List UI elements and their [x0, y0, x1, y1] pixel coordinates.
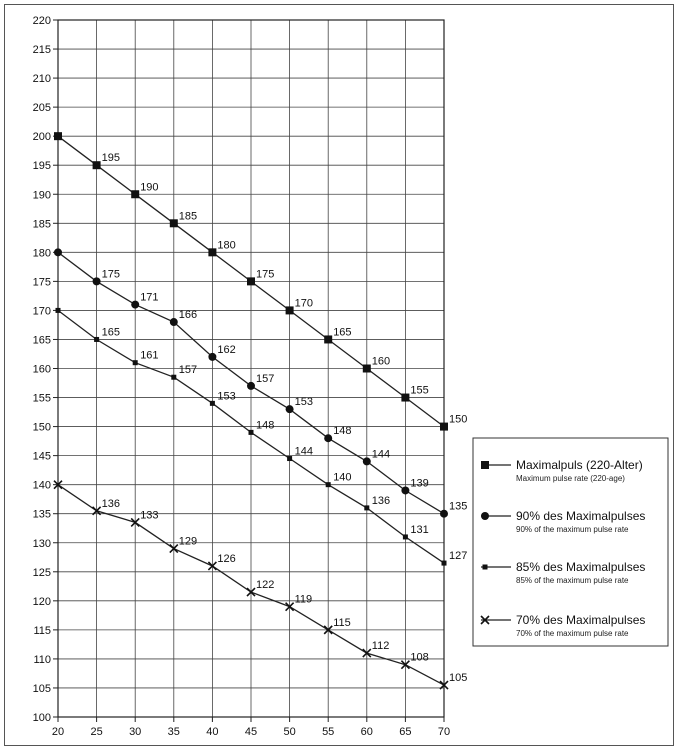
- data-label: 131: [410, 523, 429, 536]
- x-tick-label: 25: [90, 726, 103, 738]
- marker-small-square: [210, 401, 215, 406]
- data-label: 119: [294, 593, 313, 606]
- data-label: 108: [410, 651, 429, 664]
- marker-small-square: [133, 360, 138, 365]
- data-label: 144: [294, 445, 313, 458]
- data-label: 122: [256, 579, 275, 592]
- data-label: 161: [140, 349, 159, 362]
- legend-sublabel: 90% of the maximum pulse rate: [516, 525, 629, 534]
- data-label: 115: [333, 616, 351, 629]
- y-tick-label: 140: [32, 479, 51, 492]
- marker-circle: [401, 486, 409, 494]
- data-label: 135: [449, 500, 468, 513]
- data-label: 166: [178, 309, 198, 322]
- y-tick-label: 155: [32, 392, 51, 405]
- data-label: 139: [410, 477, 429, 490]
- data-label: 155: [410, 384, 429, 397]
- x-tick-label: 60: [360, 726, 373, 738]
- data-label: 165: [101, 326, 120, 339]
- y-tick-label: 150: [32, 421, 51, 434]
- y-tick-label: 190: [32, 189, 51, 202]
- y-tick-label: 200: [32, 131, 51, 144]
- marker-small-square: [249, 430, 254, 435]
- marker-small-square: [56, 308, 61, 313]
- data-label: 157: [256, 372, 275, 385]
- marker-square: [324, 335, 332, 343]
- marker-square: [93, 161, 101, 169]
- y-tick-label: 105: [32, 682, 51, 695]
- y-tick-label: 135: [32, 508, 51, 521]
- marker-square: [54, 132, 62, 140]
- x-tick-label: 70: [437, 726, 451, 738]
- data-label: 127: [449, 550, 468, 563]
- x-tick-label: 65: [399, 726, 412, 738]
- y-tick-label: 175: [32, 276, 51, 289]
- data-label: 112: [371, 640, 390, 653]
- x-tick-label: 30: [129, 726, 142, 738]
- x-tick-label: 40: [206, 726, 219, 738]
- marker-small-square: [442, 561, 447, 566]
- data-label: 157: [178, 364, 198, 377]
- y-tick-label: 110: [33, 653, 51, 666]
- data-label: 153: [294, 396, 313, 409]
- legend-sublabel: Maximum pulse rate (220-age): [516, 474, 625, 483]
- x-tick-label: 55: [322, 726, 335, 738]
- x-tick-label: 20: [51, 726, 65, 738]
- data-label: 190: [140, 181, 159, 194]
- data-label: 160: [371, 355, 391, 368]
- marker-circle: [131, 301, 139, 309]
- y-tick-label: 185: [32, 218, 51, 231]
- data-label: 180: [217, 239, 236, 252]
- marker-square: [440, 423, 448, 431]
- x-tick-label: 35: [167, 726, 180, 738]
- data-label: 144: [371, 448, 391, 461]
- data-label: 195: [101, 152, 120, 165]
- marker-circle: [54, 248, 62, 256]
- data-label: 129: [178, 535, 198, 548]
- data-label: 170: [294, 297, 313, 310]
- marker-square: [208, 248, 216, 256]
- x-tick-label: 50: [283, 726, 296, 738]
- marker-circle: [481, 512, 489, 520]
- data-label: 148: [256, 419, 275, 432]
- marker-square: [247, 277, 255, 285]
- y-tick-label: 130: [32, 537, 51, 550]
- y-tick-label: 100: [32, 712, 51, 724]
- data-label: 140: [333, 471, 352, 484]
- data-label: 165: [333, 326, 352, 339]
- chart-grid: [58, 20, 444, 717]
- y-tick-label: 215: [32, 44, 51, 57]
- legend-sublabel: 85% of the maximum pulse rate: [516, 576, 629, 585]
- marker-square: [131, 190, 139, 198]
- marker-circle: [93, 277, 101, 285]
- marker-small-square: [287, 456, 292, 461]
- legend-label: Maximalpuls (220-Alter): [516, 458, 643, 472]
- marker-small-square: [483, 565, 488, 570]
- data-label: 136: [101, 497, 120, 510]
- y-tick-label: 120: [32, 595, 51, 608]
- data-label: 175: [256, 268, 275, 281]
- legend-label: 70% des Maximalpulses: [516, 613, 646, 627]
- marker-circle: [324, 434, 332, 442]
- marker-circle: [286, 405, 294, 413]
- marker-square: [401, 394, 409, 402]
- y-tick-label: 210: [32, 73, 51, 86]
- legend-label: 90% des Maximalpulses: [516, 509, 646, 523]
- marker-square: [363, 365, 371, 373]
- data-label: 162: [217, 343, 236, 356]
- y-tick-label: 180: [32, 247, 51, 260]
- data-label: 171: [140, 291, 159, 304]
- data-label: 136: [371, 494, 391, 507]
- y-tick-label: 125: [32, 566, 51, 579]
- marker-small-square: [364, 505, 369, 510]
- legend-sublabel: 70% of the maximum pulse rate: [516, 629, 629, 638]
- data-label: 185: [178, 210, 198, 223]
- data-label: 148: [333, 425, 352, 438]
- marker-small-square: [403, 534, 408, 539]
- marker-circle: [363, 457, 371, 465]
- y-tick-label: 205: [32, 102, 51, 115]
- marker-circle: [208, 353, 216, 361]
- data-label: 175: [101, 268, 120, 281]
- marker-square: [481, 461, 489, 469]
- y-tick-label: 115: [33, 624, 51, 637]
- marker-circle: [170, 318, 178, 326]
- marker-square: [286, 306, 294, 314]
- legend: [473, 438, 668, 646]
- data-label: 105: [449, 672, 468, 685]
- y-tick-label: 145: [32, 450, 51, 463]
- x-tick-label: 45: [244, 726, 258, 738]
- y-tick-label: 220: [32, 15, 51, 27]
- marker-small-square: [171, 375, 176, 380]
- y-tick-label: 170: [32, 305, 51, 318]
- data-label: 126: [217, 552, 236, 565]
- data-label: 133: [140, 509, 159, 522]
- marker-circle: [440, 510, 448, 518]
- marker-circle: [247, 382, 255, 390]
- marker-square: [170, 219, 178, 227]
- y-tick-label: 195: [32, 160, 51, 173]
- marker-small-square: [94, 337, 99, 342]
- marker-small-square: [326, 482, 331, 487]
- data-label: 150: [449, 413, 468, 426]
- y-tick-label: 165: [32, 334, 51, 347]
- y-tick-label: 160: [32, 363, 51, 376]
- legend-label: 85% des Maximalpulses: [516, 560, 646, 574]
- data-label: 153: [217, 390, 236, 403]
